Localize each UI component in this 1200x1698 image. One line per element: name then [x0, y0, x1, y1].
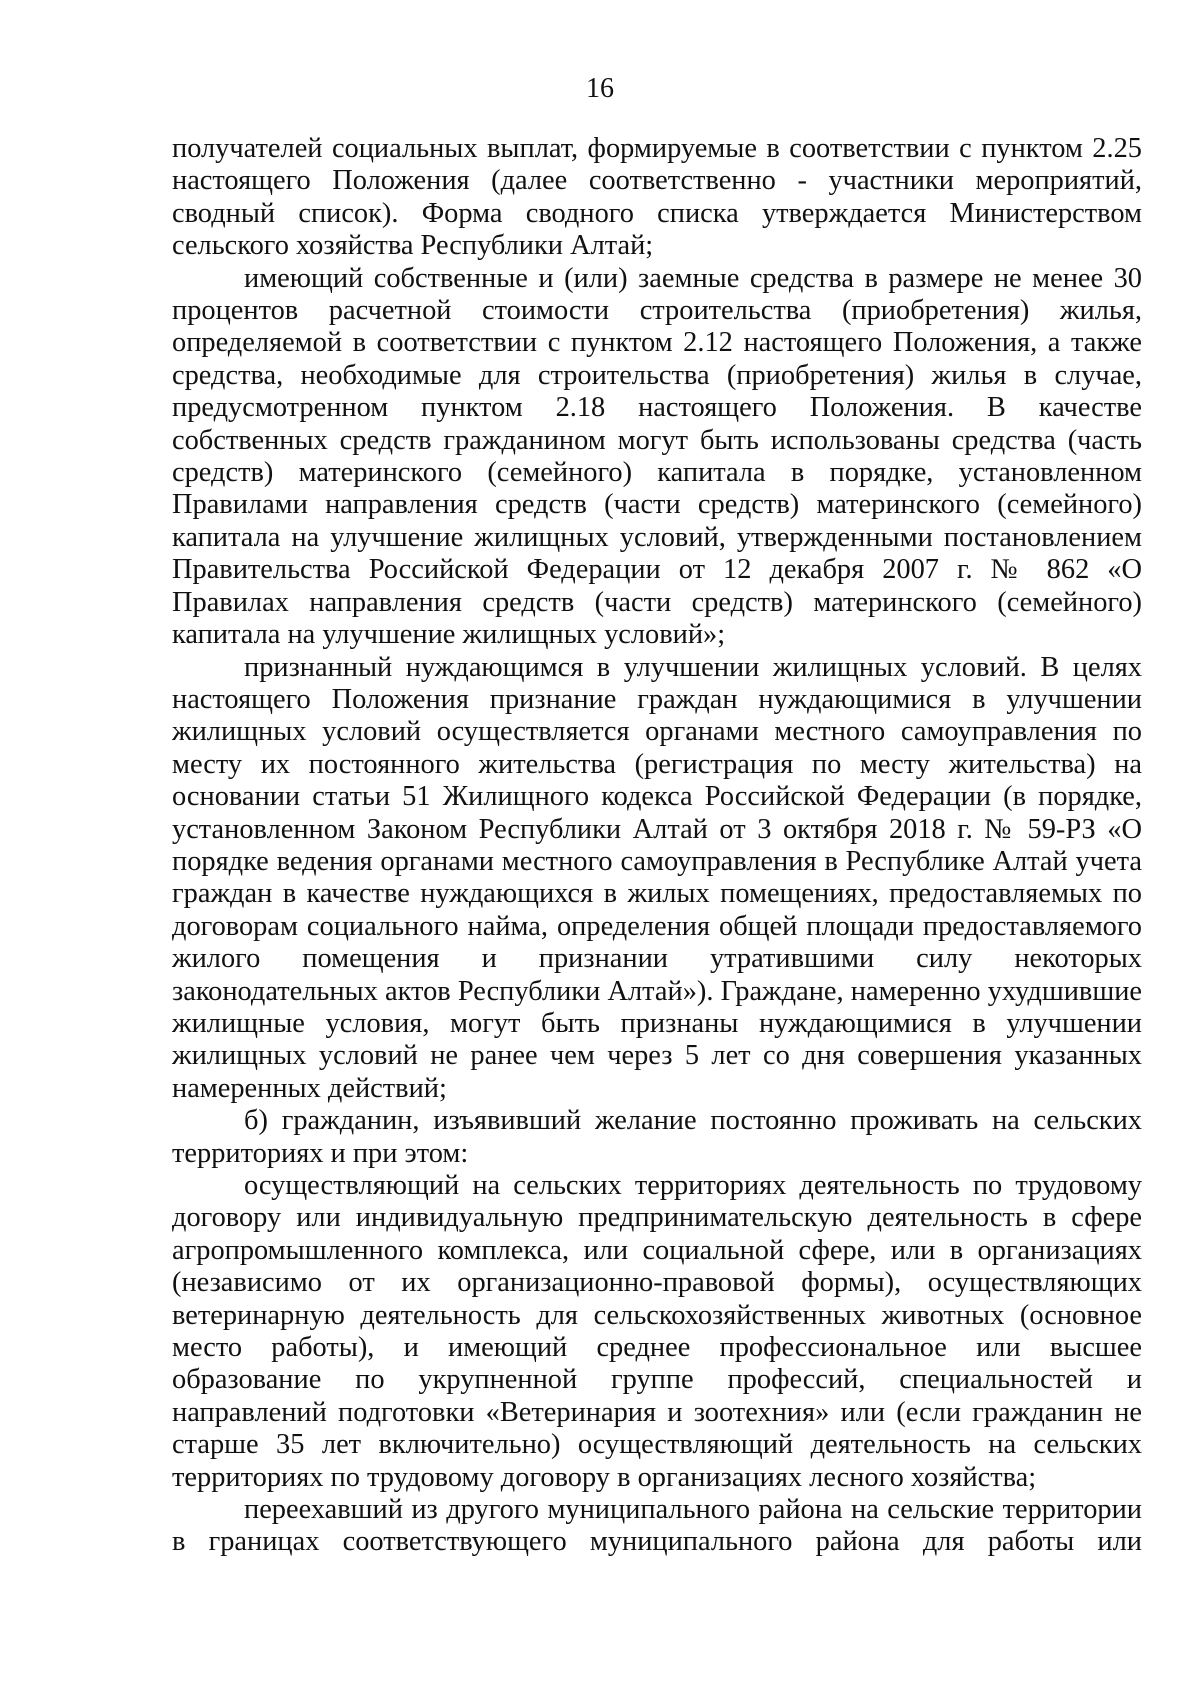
- document-body: [172, 133, 1142, 1559]
- paragraph: имеющий собственные и (или) заемные средства в размере не менее 30 процентов расчетной стоимости строительства (приобретения) жилья, определяемой в соответствии с пунктом 2.12 настоящего Положения, а также средства, необходимые для строительства (приобретения) жилья в случае, предусмотренном пунктом 2.18 настоящего Положения. В качестве собственных средств гражданином могут быть использованы средства (часть средств) материнского (семейного) капитала в порядке, установленном Правилами направления средств (части средств) материнского (семейного) капитала на улучшение жилищных условий, утвержденными постановлением Правительства Российской Федерации от 12 декабря 2007 г. № 862 «О Правилах направления средств (части средств) материнского (семейного) капитала на улучшение жилищных условий»;: [172, 262, 1142, 651]
- page-number: 16: [586, 73, 614, 104]
- paragraph: б) гражданин, изъявивший желание постоянно проживать на сельских территориях и при этом:: [172, 1105, 1142, 1169]
- paragraph: признанный нуждающимся в улучшении жилищных условий. В целях настоящего Положения признание граждан нуждающимися в улучшении жилищных условий осуществляется органами местного самоуправления по месту их постоянного жительства (регистрация по месту жительства) на основании статьи 51 Жилищного кодекса Российской Федерации (в порядке, установленном Законом Республики Алтай от 3 октября 2018 г. № 59-РЗ «О порядке ведения органами местного самоуправления в Республике Алтай учета граждан в качестве нуждающихся в жилых помещениях, предоставляемых по договорам социального найма, определения общей площади предоставляемого жилого помещения и признании утратившими силу некоторых законодательных актов Республики Алтай»). Граждане, намеренно ухудшившие жилищные условия, могут быть признаны нуждающимися в улучшении жилищных условий не ранее чем через 5 лет со дня совершения указанных намеренных действий;: [172, 651, 1142, 1104]
- paragraph: осуществляющий на сельских территориях деятельность по трудовому договору или индивидуальную предпринимательскую деятельность в сфере агропромышленного комплекса, или социальной сфере, или в организациях (независимо от их организационно-правовой формы), осуществляющих ветеринарную деятельность для сельскохозяйственных животных (основное место работы), и имеющий среднее профессиональное или высшее образование по укрупненной группе профессий, специальностей и направлений подготовки «Ветеринария и зоотехния» или (если гражданин не старше 35 лет включительно) осуществляющий деятельность на сельских территориях по трудовому договору в организациях лесного хозяйства;: [172, 1170, 1142, 1493]
- paragraph: получателей социальных выплат, формируемые в соответствии с пунктом 2.25 настоящего Положения (далее соответственно - участники мероприятий, сводный список). Форма сводного списка утверждается Министерством сельского хозяйства Республики Алтай;: [172, 133, 1142, 262]
- paragraph: переехавший из другого муниципального района на сельские территории в границах соответствующего муниципального района для работы или: [172, 1494, 1142, 1558]
